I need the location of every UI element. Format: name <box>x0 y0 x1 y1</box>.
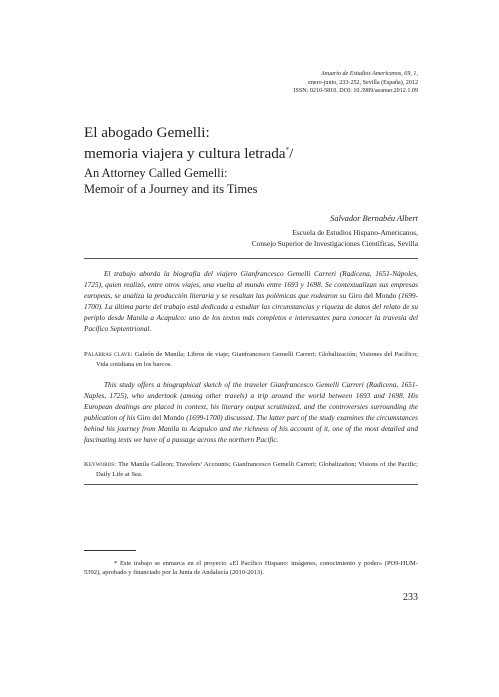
affiliation-line1: Escuela de Estudios Hispano-Americanos, <box>292 228 418 237</box>
page-number: 233 <box>403 592 418 603</box>
keywords-english-label: Keywords: <box>84 461 117 468</box>
footnote: * Este trabajo se enmarca en el proyecto «El Pacífico Hispano: imágenes, conocimiento y poder» (PO9-HUM-5392), aprobado y financiado por la Junta de Andalucía (2010-2013). <box>84 560 418 577</box>
article-title-spanish <box>84 124 424 162</box>
keywords-spanish-label: Palabras clave: <box>84 351 133 358</box>
journal-citation <box>158 70 418 96</box>
article-title-english <box>84 166 424 197</box>
title-english-line2: Memoir of a Journey and its Times <box>84 181 258 196</box>
keywords-spanish-text: Galeón de Manila; Libros de viaje; Gianfrancesco Gemelli Carreri; Globalización; Visiones del Pacífico; Vida cotidiana en los barcos. <box>96 351 418 368</box>
author-affiliation <box>252 227 418 249</box>
title-spanish-line2 <box>84 142 424 163</box>
divider-top <box>84 258 418 259</box>
abstract-spanish-part1: El trabajo aborda la biografía del viajero Gianfrancesco Gemelli Carreri (Radicena, 1651-Nápoles, 1725), quien realizó, entre otros viajes, una vuelta al mundo entre 1693 y 1698. Se contextualizan sus empresas europeas, se analiza la producción literaria y se resaltan las polémicas que rodearon su <box>84 269 418 301</box>
footnote-separator <box>84 550 136 551</box>
citation-line-issn: ISSN: 0210-5810. DOI: 10.3989/aeamer.2012.1.09 <box>293 88 418 95</box>
citation-line-journal: Anuario de Estudios Americanos, 69, 1, <box>320 71 418 77</box>
divider-bottom <box>84 484 418 485</box>
abstract-english <box>84 379 418 446</box>
title-english-line1: An Attorney Called Gemelli: <box>84 166 228 180</box>
abstract-spanish <box>84 268 418 335</box>
affiliation-line2: Consejo Superior de Investigaciones Científicas, Sevilla <box>251 239 418 248</box>
citation-line-issue: enero-junio, 233-252, Sevilla (España), 2012 <box>308 79 418 86</box>
abstract-english-part2: (1699-1700) discussed. The latter part of the study examines the circumstances behind his journey from Manila to Acapulco and the richness of his account of it, one of the most detailed and fascinating texts we have of a passage across the northern Pacific. <box>84 413 418 445</box>
title-footnote-marker: * <box>285 145 290 154</box>
title-spanish-suffix: / <box>289 144 294 162</box>
keywords-spanish <box>84 350 418 369</box>
keywords-english-text: The Manila Galleon; Travelers’ Accounts; Gianfrancesco Gemelli Carreri; Globalization; Visions of the Pacific; Daily Life at Sea. <box>96 461 418 478</box>
abstract-english-part1: This study offers a biographical sketch of the traveler Gianfrancesco Gemelli Carreri (Radicena, 1651-Naples, 1725), who undertook (among other travels) a trip around the world between 1693 and 1698. His European dealings are placed in context, his literary output scrutinized, and the controversies surrounding the publication of his <box>84 380 418 423</box>
title-spanish-line2-text: memoria viajera y cultura letrada <box>84 144 286 162</box>
keywords-english <box>84 460 418 479</box>
abstract-spanish-part2: (1699-1700). La última parte del trabajo está dedicada a estudiar las circunstancias y riqueza de datos del relato de su periplo desde Manila a Acapulco: uno de los textos más completos e interesantes para conocer la travesía del Pacífico Septentrional. <box>84 291 418 334</box>
author-name: Salvador Bernabéu Albert <box>330 214 418 223</box>
title-spanish-line1: El abogado Gemelli: <box>84 124 210 141</box>
abstract-spanish-work-title: Giro del Mondo <box>348 291 397 301</box>
abstract-english-work-title: Giro del Mondo <box>137 413 185 423</box>
